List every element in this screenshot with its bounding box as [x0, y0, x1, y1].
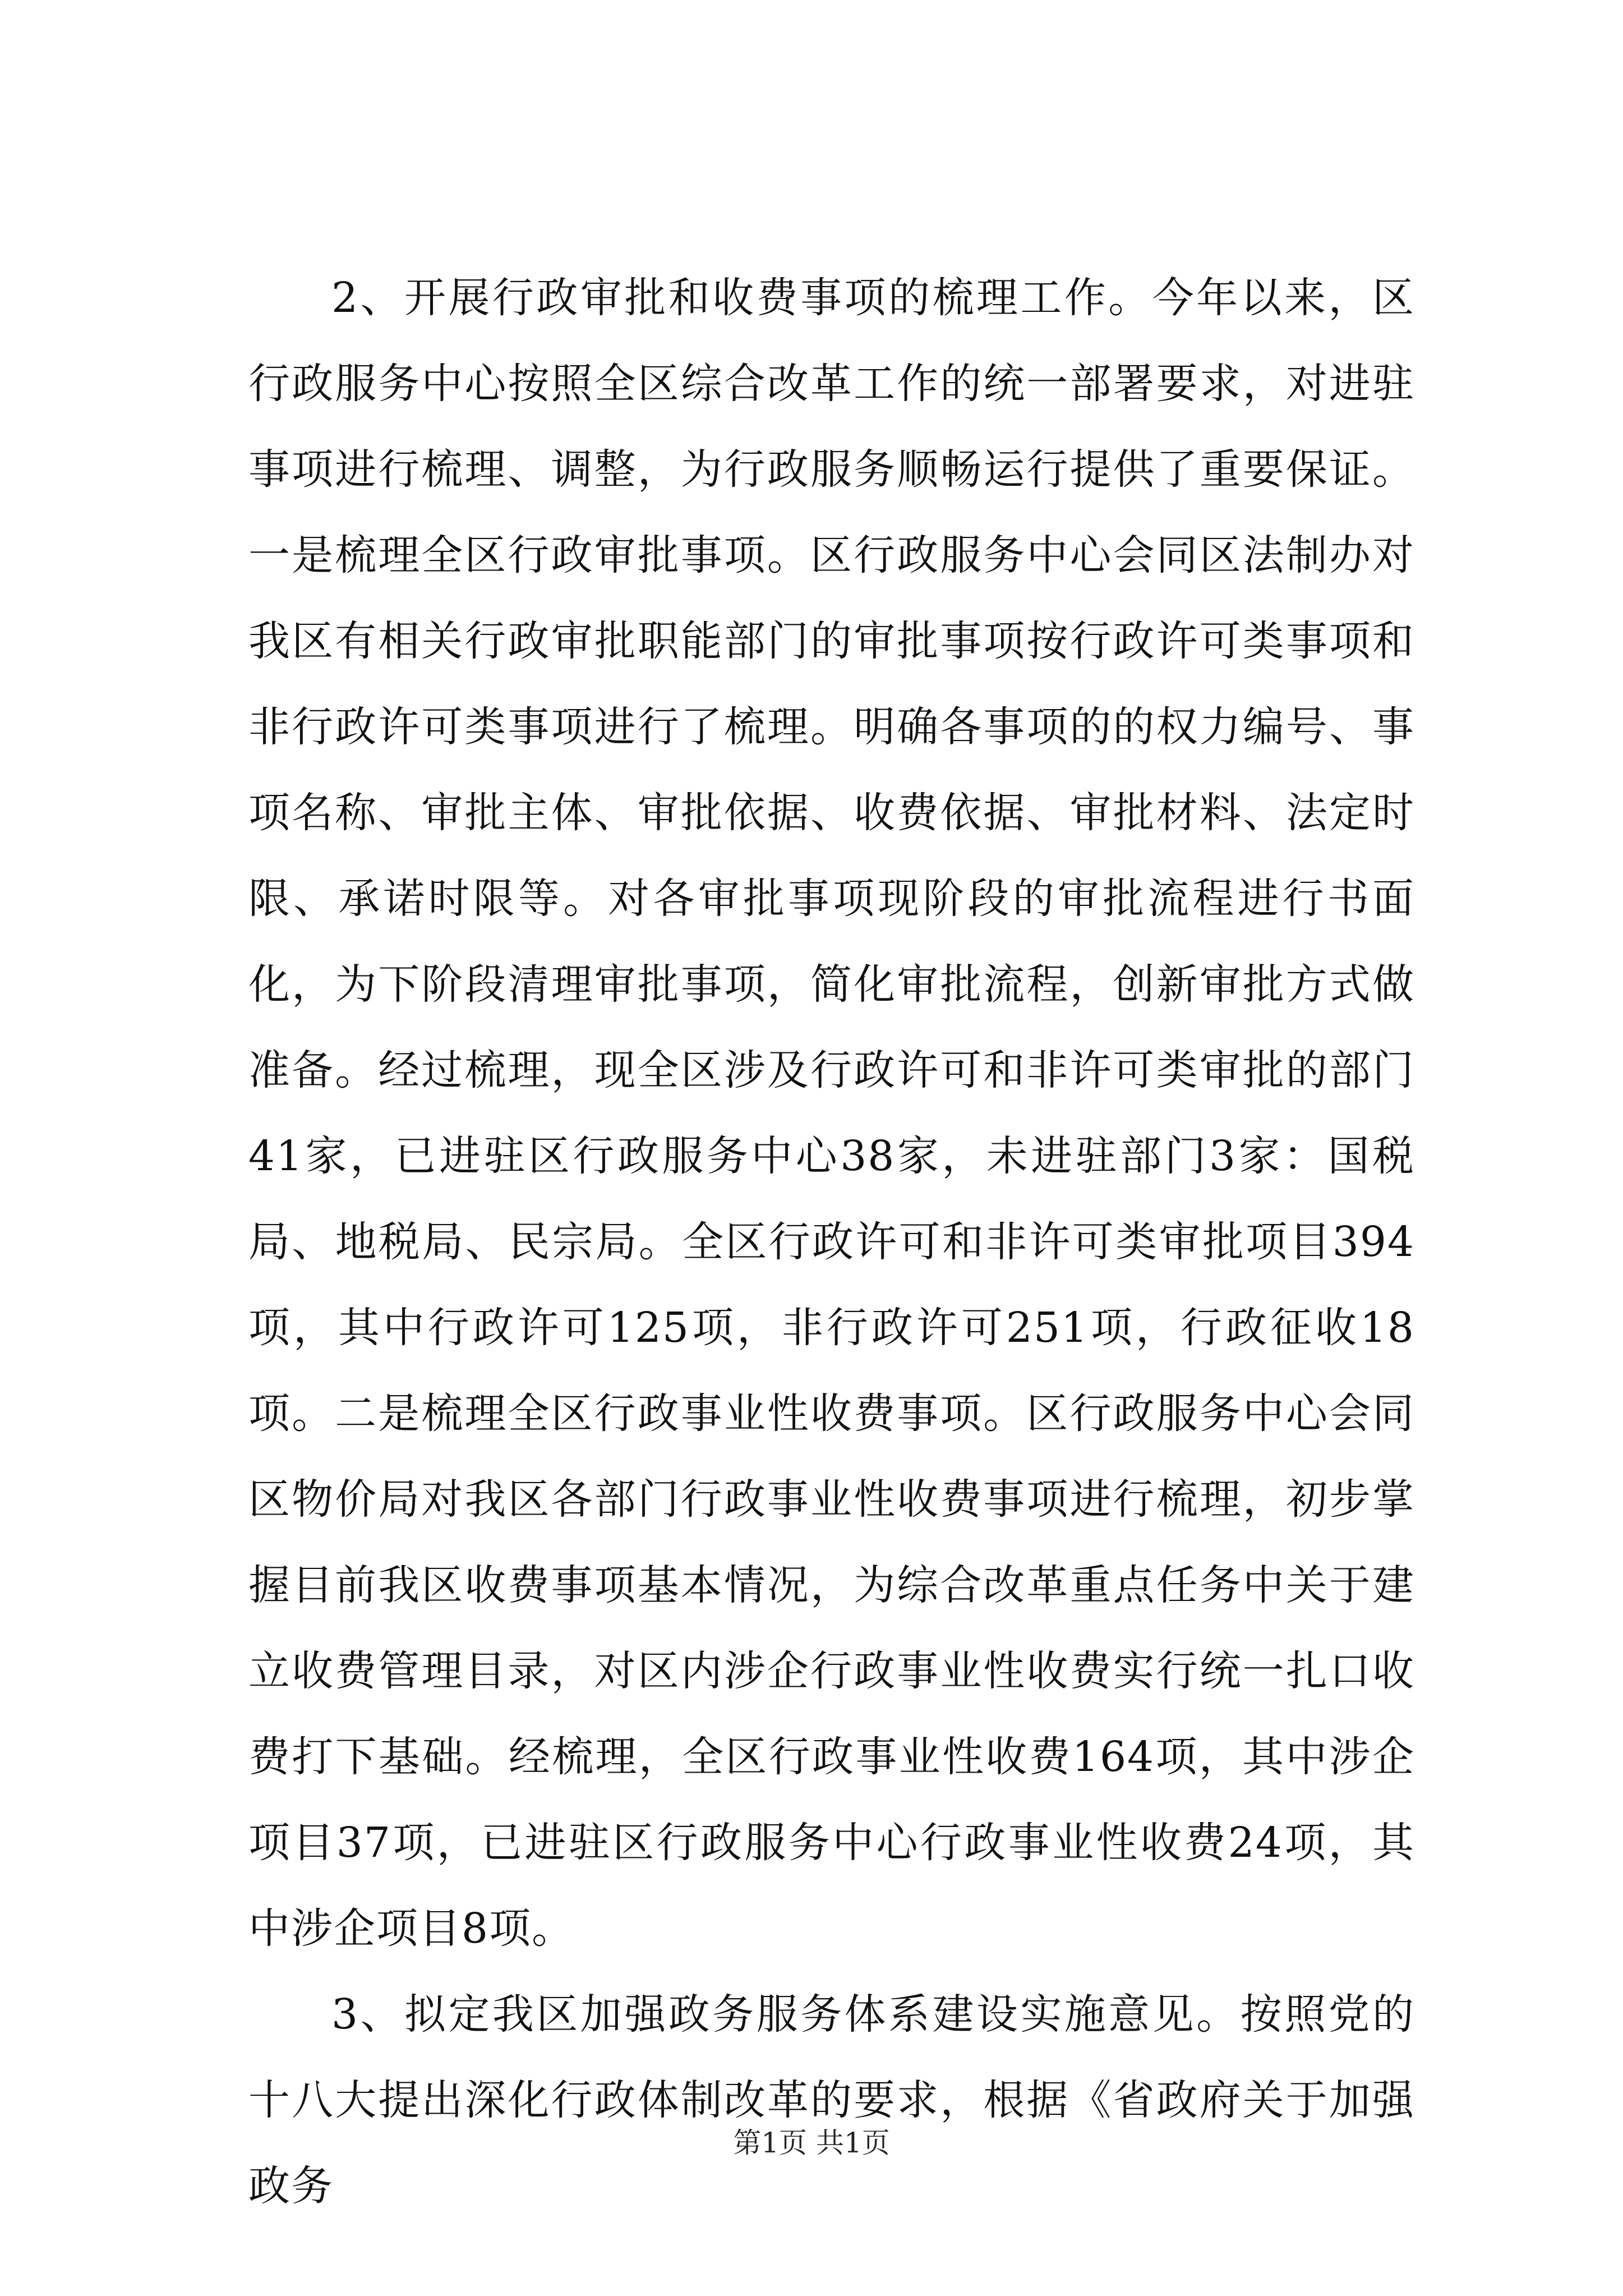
- page-footer: 第1页 共1页: [733, 2127, 890, 2159]
- paragraph-service-system: 3、拟定我区加强政务服务体系建设实施意见。按照党的十八大提出深化行政体制改革的要求，根据《省政府关于加强政务: [248, 1990, 1415, 2210]
- document-body: [248, 255, 1415, 2229]
- paragraph-review-items: 2、开展行政审批和收费事项的梳理工作。今年以来，区行政服务中心按照全区综合改革工作的统一部署要求，对进驻事项进行梳理、调整，为行政服务顺畅运行提供了重要保证。一是梳理全区行政审批事项。区行政服务中心会同区法制办对我区有相关行政审批职能部门的审批事项按行政许可类事项和非行政许可类事项进行了梳理。明确各事项的的权力编号、事项名称、审批主体、审批依据、收费依据、审批材料、法定时限、承诺时限等。对各审批事项现阶段的审批流程进行书面化，为下阶段清理审批事项，简化审批流程，创新审批方式做准备。经过梳理，现全区涉及行政许可和非许可类审批的部门41家，已进驻区行政服务中心38家，未进驻部门3家：国税局、地税局、民宗局。全区行政许可和非许可类审批项目394项，其中行政许可125项，非行政许可251项，行政征收18项。二是梳理全区行政事业性收费事项。区行政服务中心会同区物价局对我区各部门行政事业性收费事项进行梳理，初步掌握目前我区收费事项基本情况，为综合改革重点任务中关于建立收费管理目录，对区内涉企行政事业性收费实行统一扎口收费打下基础。经梳理，全区行政事业性收费164项，其中涉企项目37项，已进驻区行政服务中心行政事业性收费24项，其中涉企项目8项。: [248, 274, 1415, 1953]
